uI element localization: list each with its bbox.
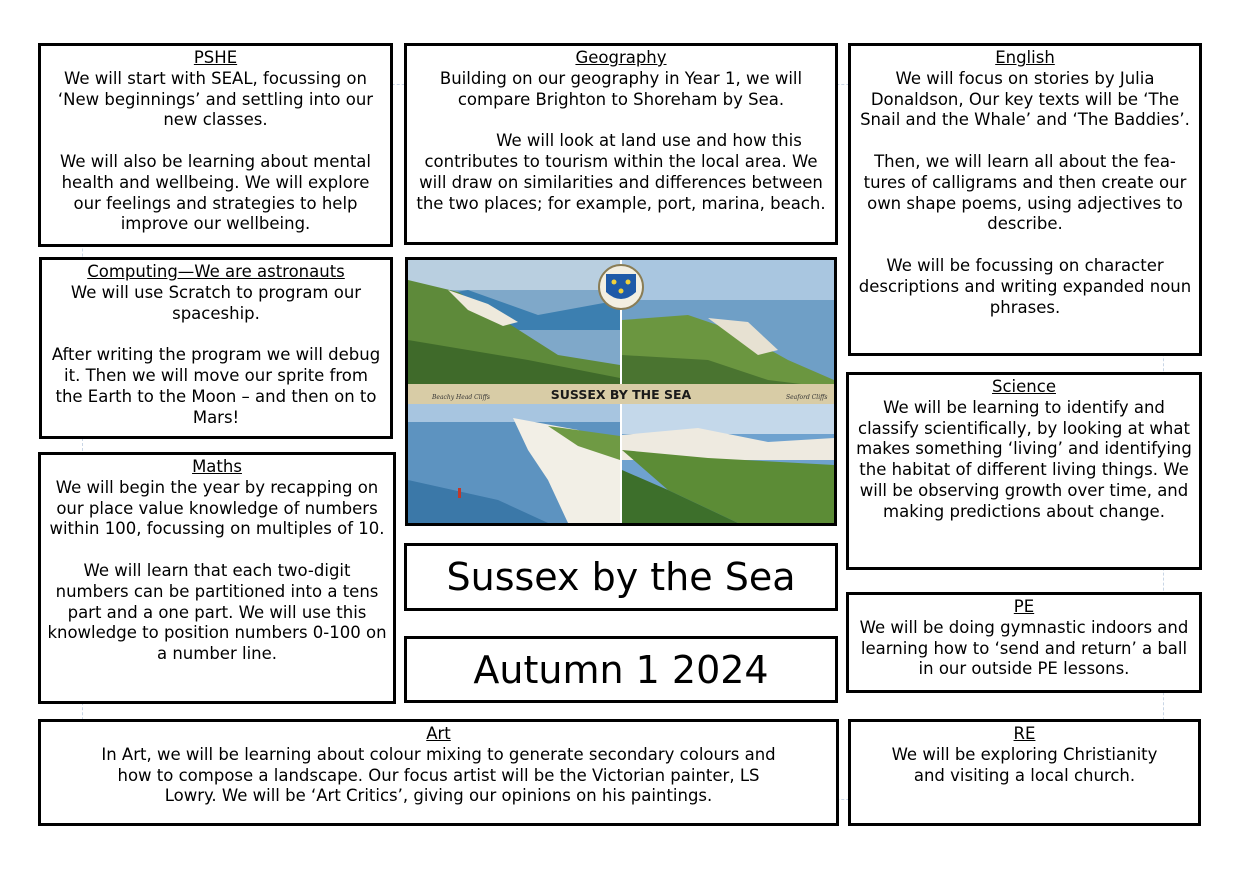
computing-title: Computing—We are astronauts [87, 262, 345, 281]
postcard-caption: SUSSEX BY THE SEA [550, 387, 692, 402]
geography-title: Geography [575, 48, 667, 67]
english-title: English [995, 48, 1055, 67]
maths-paragraph-2: We will learn that each two-digit numbers can be partitioned into a tens part and a one part. We will use this knowledge to position numbers 0-100 on a number line. [47, 560, 387, 664]
english-paragraph-2: Then, we will learn all about the fea-tures of calligrams and then create our own shape poems, using adjectives to describe. [863, 151, 1187, 234]
english-box [848, 43, 1202, 356]
geography-paragraph-1: Building on our geography in Year 1, we will compare Brighton to Shoreham by Sea. [439, 68, 803, 109]
science-box [846, 372, 1202, 570]
pshe-title: PSHE [193, 48, 238, 67]
science-paragraph-1: We will be learning to identify and classify scientifically, by looking at what makes something ‘living’ and identifying the habitat of different living things. We will be observing growth over time, and making predictions about change. [856, 397, 1192, 521]
geography-box [404, 43, 838, 245]
postcard-left-label: Beachy Head Cliffs [432, 394, 490, 401]
pe-title: PE [1013, 597, 1035, 616]
english-paragraph-3: We will be focussing on character descriptions and writing expanded noun phrases. [858, 255, 1192, 317]
maths-paragraph-1: We will begin the year by recapping on our place value knowledge of numbers within 100, focussing on multiples of 10. [49, 477, 385, 539]
sussex-postcard-image [405, 257, 837, 526]
art-paragraph-1: In Art, we will be learning about colour mixing to generate secondary colours and how to compose a landscape. Our focus artist will be the Victorian painter, LS Lowry. We will be ‘Art Critics’, giving our opinions on his paintings. [101, 744, 776, 806]
pshe-paragraph-2: We will also be learning about mental health and wellbeing. We will explore our feelings and strategies to help improve our wellbeing. [60, 151, 371, 234]
pe-box [846, 592, 1202, 693]
term-title [404, 636, 838, 703]
art-box [38, 719, 839, 826]
science-title: Science [992, 377, 1056, 396]
computing-paragraph-2: After writing the program we will debug it. Then we will move our sprite from the Earth to the Moon – and then on to Mars! [51, 345, 381, 427]
topic-title-text: Sussex by the Sea [446, 555, 796, 599]
computing-box [39, 257, 393, 439]
pe-paragraph-1: We will be doing gymnastic indoors and learning how to ‘send and return’ a ball in our outside PE lessons. [859, 617, 1189, 679]
art-title: Art [426, 724, 451, 743]
re-paragraph-1: We will be exploring Christianity and visiting a local church. [891, 744, 1158, 785]
term-title-text: Autumn 1 2024 [473, 647, 769, 692]
computing-paragraph-1: We will use Scratch to program our spaceship. [70, 282, 362, 323]
maths-box [38, 452, 396, 704]
pshe-box [38, 43, 393, 247]
postcard-right-label: Seaford Cliffs [786, 394, 828, 401]
english-paragraph-1: We will focus on stories by Julia Donaldson, Our key texts will be ‘The Snail and the Whale’ and ‘The Baddies’. [860, 68, 1190, 130]
pshe-paragraph-1: We will start with SEAL, focussing on ‘New beginnings’ and settling into our new classes. [57, 68, 374, 130]
re-title: RE [1013, 724, 1036, 743]
geography-paragraph-2: We will look at land use and how this contributes to tourism within the local area. We will draw on similarities and differences between the two places; for example, port, marina, beach. [416, 131, 826, 213]
maths-title: Maths [192, 457, 242, 476]
topic-title [404, 543, 838, 611]
re-box [848, 719, 1201, 826]
